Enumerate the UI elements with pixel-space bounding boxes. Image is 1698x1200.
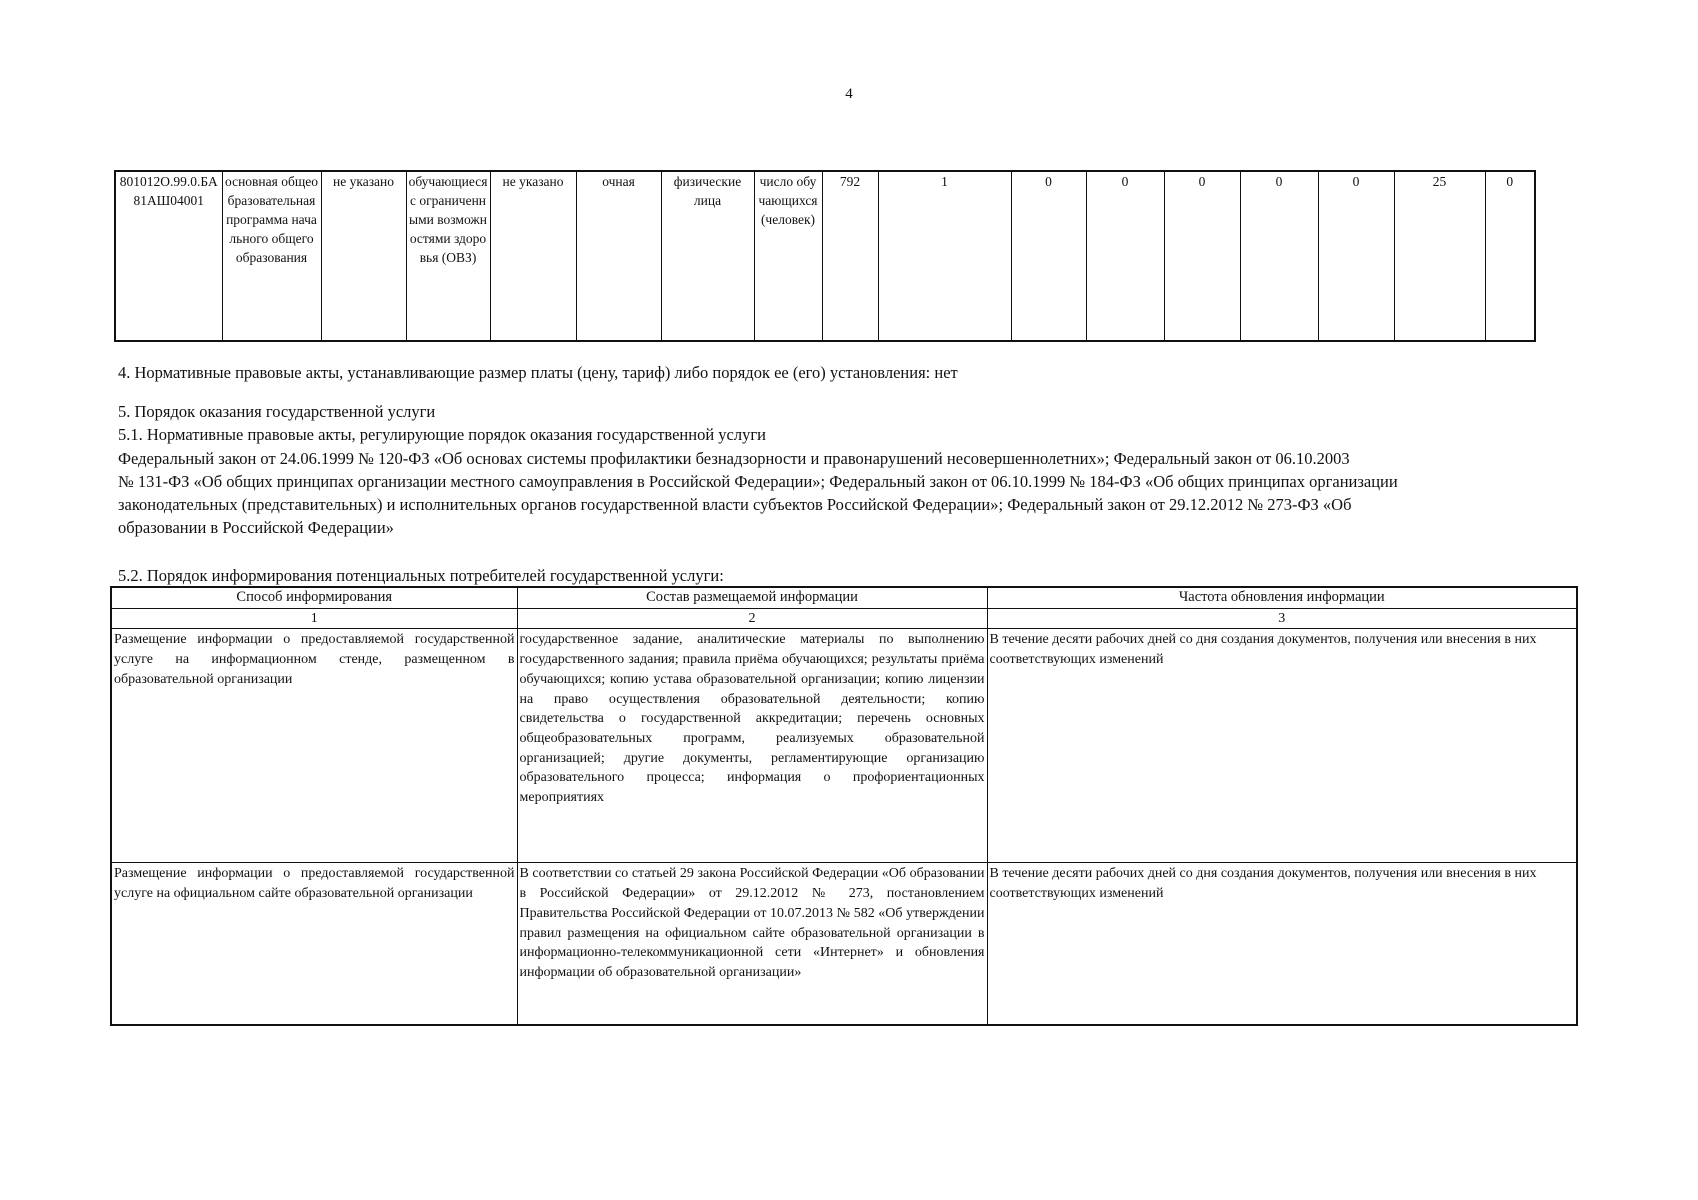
service-volume-table [114,170,1536,342]
value-cell: 0 [1485,171,1535,341]
value-cell: 1 [878,171,1011,341]
value-cell: 0 [1086,171,1164,341]
section-4-text: 4. Нормативные правовые акты, устанавливающие размер платы (цену, тариф) либо порядок ее (его) установления: нет [118,363,958,382]
column-header: Частота обновления информации [987,587,1577,608]
table-row [111,629,1577,863]
category-cell: обучающиеся с ограниченными возможностями здоровья (ОВЗ) [406,171,490,341]
value-cell: 0 [1240,171,1318,341]
value-cell: 0 [1318,171,1394,341]
table-row [115,171,1535,341]
method-cell: Размещение информации о предоставляемой государственной услуге на информационном стенде, размещенном в образовательной организации [111,629,517,863]
informing-table [110,586,1578,1026]
method-cell: Размещение информации о предоставляемой государственной услуге на официальном сайте образовательной организации [111,863,517,1026]
column-number: 2 [517,608,987,629]
page-number: 4 [845,86,853,102]
program-name: основная общеобразовательная программа начального общего образования [222,171,321,341]
section-5-1-text-line: законодательных (представительных) и исполнительных органов государственной власти субъектов Российской Федерации»; Федеральный закон от 29.12.2012 № 273-ФЗ «Об [118,495,1352,514]
place-cell: не указано [490,171,576,341]
value-cell: 0 [1011,171,1086,341]
content-cell: В соответствии со статьей 29 закона Российской Федерации «Об образовании в Российской Федерации» от 29.12.2012 № 273, постановлением Правительства Российской Федерации от 10.07.2013 № 582 «Об утверждении правил размещения на официальном сайте образовательной организации в информационно-телекоммуникационной сети «Интернет» и обновления информации об образовательной организации» [517,863,987,1026]
column-number-row [111,608,1577,629]
frequency-cell: В течение десяти рабочих дней со дня создания документов, получения или внесения в них соответствующих изменений [987,629,1577,863]
form-cell: очная [576,171,661,341]
section-5-2-title: 5.2. Порядок информирования потенциальных потребителей государственной услуги: [118,566,724,585]
content-cell: государственное задание, аналитические материалы по выполнению государственного задания; правила приёма обучающихся; результаты приёма обучающихся; копию устава образовательной организации; копию лицензии на право осуществления образовательной деятельности; копию свидетельства о государственной аккредитации; перечень основных общеобразовательных программ, реализуемых образовательной организацией; другие документы, регламентирующие организацию образовательного процесса; информация о профориентационных мероприятиях [517,629,987,863]
section-5-1-title: 5.1. Нормативные правовые акты, регулирующие порядок оказания государственной услуги [118,425,766,444]
okei-cell: 792 [822,171,878,341]
table-row [111,863,1577,1026]
consumers-cell: физические лица [661,171,754,341]
column-number: 3 [987,608,1577,629]
frequency-cell: В течение десяти рабочих дней со дня создания документов, получения или внесения в них соответствующих изменений [987,863,1577,1026]
value-cell: 25 [1394,171,1485,341]
registry-code: 801012О.99.0.БА81АШ04001 [115,171,222,341]
section-5-1-text-line: № 131-ФЗ «Об общих принципах организации местного самоуправления в Российской Федерации»; Федеральный закон от 06.10.1999 № 184-ФЗ «Об общих принципах организации [118,472,1398,491]
indicator-cell: число обучающихся (человек) [754,171,822,341]
column-number: 1 [111,608,517,629]
section-5-1-text-line: образовании в Российской Федерации» [118,518,394,537]
column-header: Состав размещаемой информации [517,587,987,608]
column-header: Способ информирования [111,587,517,608]
value-cell: 0 [1164,171,1240,341]
section-5-1-text-line: Федеральный закон от 24.06.1999 № 120-ФЗ «Об основах системы профилактики безнадзорности и правонарушений несовершеннолетних»; Федеральный закон от 06.10.2003 [118,449,1350,468]
standard-cell: не указано [321,171,406,341]
table-header-row [111,587,1577,608]
section-5-title: 5. Порядок оказания государственной услуги [118,402,436,421]
